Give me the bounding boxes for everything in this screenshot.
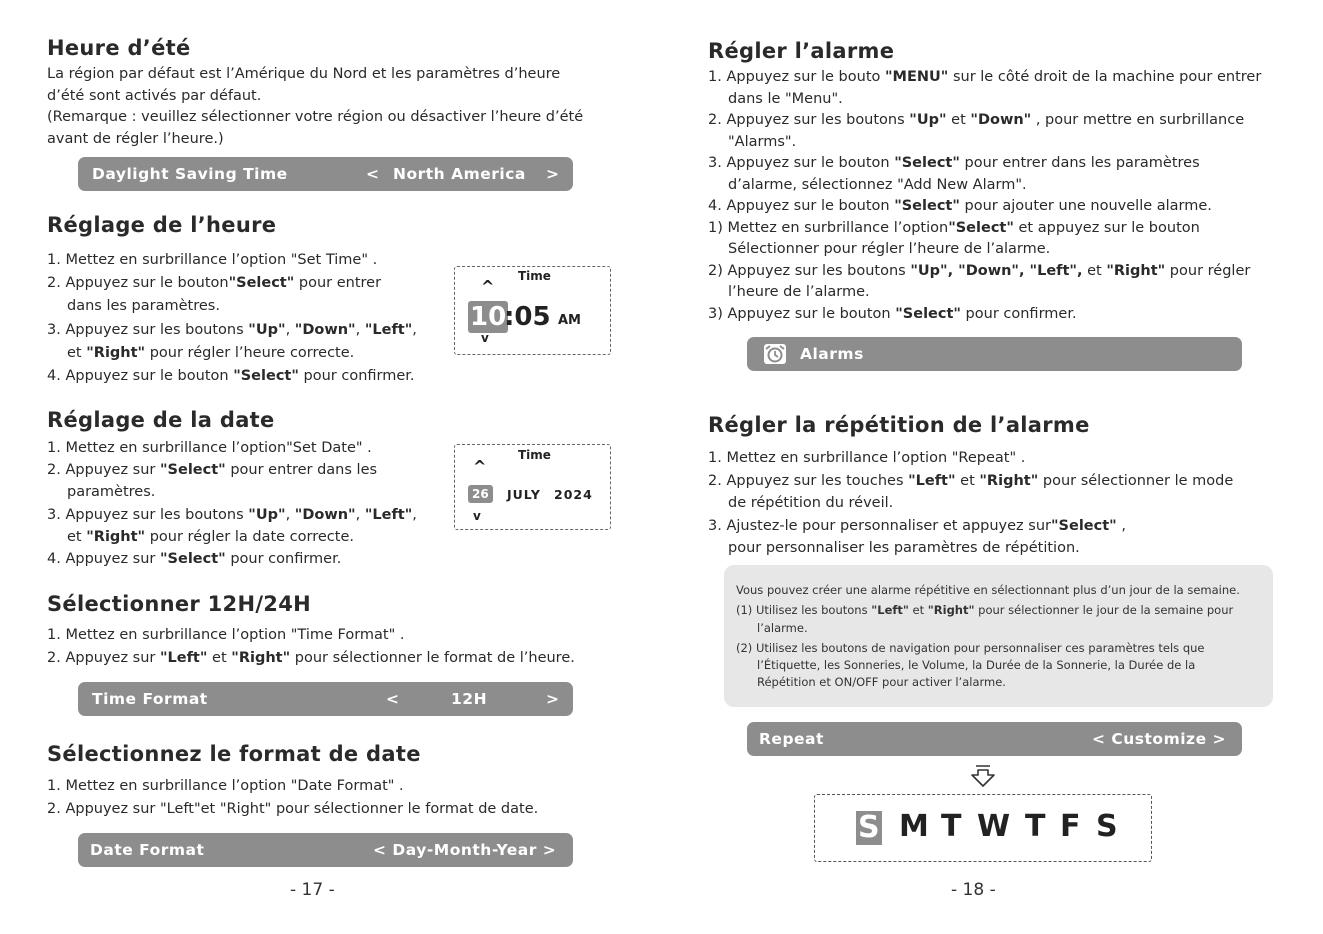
time-step: 2. Appuyez sur le bouton"Select" pour entrer: [47, 275, 382, 292]
date-day: 26: [468, 485, 493, 503]
time-format-value: 12H: [451, 690, 488, 708]
repeat-step: 3. Ajustez-le pour personnaliser et appuyez sur"Select" ,: [708, 517, 1126, 534]
down-arrow-icon: v: [473, 509, 481, 523]
down-arrow-icon: v: [481, 331, 489, 345]
date-step: et "Right" pour régler la date correcte.: [67, 528, 354, 545]
time-screen: [454, 266, 611, 355]
alarm-step: "Alarms".: [728, 133, 797, 150]
page-number-right: - 18 -: [951, 880, 996, 900]
alarms-bar-label: Alarms: [800, 345, 864, 363]
time-steps: [47, 249, 417, 388]
dateformat-step: 2. Appuyez sur "Left"et "Right" pour sélectionner le format de date.: [47, 801, 539, 817]
date-step: 1. Mettez en surbrillance l’option"Set Date" .: [47, 440, 372, 456]
weekday-monday: M: [899, 809, 929, 844]
down-arrow-icon: [970, 764, 996, 792]
repeat-bar-label: Repeat: [759, 730, 824, 748]
weekday-saturday: S: [1096, 809, 1118, 844]
repeat-bar-value: < Customize >: [1092, 730, 1226, 748]
time-title: Réglage de l’heure: [47, 213, 277, 237]
date-screen: [454, 444, 611, 530]
time-format-left-arrow: <: [386, 690, 400, 708]
date-steps: [47, 437, 417, 570]
date-title: Réglage de la date: [47, 408, 275, 432]
alarms-bar: [747, 337, 1242, 371]
up-arrow-icon: ^: [481, 277, 495, 296]
date-step: 3. Appuyez sur les boutons "Up", "Down", "Left",: [47, 506, 417, 523]
dateformat-title: Sélectionnez le format de date: [47, 742, 421, 766]
dst-bar-value: North America: [393, 165, 526, 183]
date-format-value: < Day-Month-Year >: [373, 841, 557, 859]
weekday-friday: F: [1060, 809, 1081, 844]
repeat-step: pour personnaliser les paramètres de répétition.: [728, 540, 1080, 556]
format12-title: Sélectionner 12H/24H: [47, 592, 311, 616]
dst-bar: [78, 157, 573, 191]
dst-paragraph: La région par défaut est l’Amérique du Nord et les paramètres d’heure d’été sont activés par défaut. (Remarque : veuillez sélectionner votre région ou désactiver l’heure d’été avant de régler l’heure.): [47, 66, 584, 147]
alarm-title: Régler l’alarme: [708, 39, 895, 63]
repeat-steps: [708, 447, 1233, 560]
weekday-thursday: T: [1025, 809, 1046, 844]
time-format-label: Time Format: [92, 690, 208, 708]
dateformat-steps: [47, 775, 538, 821]
date-step: 2. Appuyez sur "Select" pour entrer dans les: [47, 462, 378, 479]
repeat-bar: [747, 722, 1242, 756]
time-step: 4. Appuyez sur le bouton "Select" pour confirmer.: [47, 368, 415, 385]
alarm-step: 2) Appuyez sur les boutons "Up", "Down", "Left", et "Right" pour régler: [708, 262, 1251, 279]
weekday-tuesday: T: [941, 809, 962, 844]
alarm-step: Sélectionner pour régler l’heure de l’alarme.: [728, 241, 1051, 257]
time-step: dans les paramètres.: [67, 298, 220, 315]
alarm-step: 1. Appuyez sur le bouto "MENU" sur le côté droit de la machine pour entrer: [708, 69, 1262, 85]
alarm-step: 3) Appuyez sur le bouton "Select" pour confirmer.: [708, 305, 1077, 322]
alarm-step: 4. Appuyez sur le bouton "Select" pour ajouter une nouvelle alarme.: [708, 198, 1212, 214]
date-format-bar: [78, 833, 573, 867]
dateformat-step: 1. Mettez en surbrillance l’option "Date Format" .: [47, 778, 404, 794]
weekday-sunday-selected: S: [858, 810, 880, 845]
page-number-left: - 17 -: [290, 880, 335, 900]
date-step: 4. Appuyez sur "Select" pour confirmer.: [47, 551, 342, 568]
alarm-step: d’alarme, sélectionnez "Add New Alarm".: [728, 176, 1027, 193]
time-step: 1. Mettez en surbrillance l’option "Set Time" .: [47, 252, 378, 268]
weekday-selector: [814, 794, 1152, 862]
alarm-step: 3. Appuyez sur le bouton "Select" pour entrer dans les paramètres: [708, 155, 1200, 171]
time-format-right-arrow: >: [546, 690, 560, 708]
format12-steps: [47, 624, 575, 670]
dst-right-arrow: >: [546, 165, 560, 183]
date-screen-label: Time: [518, 448, 551, 462]
repeat-title: Régler la répétition de l’alarme: [708, 413, 1090, 437]
format12-step: 1. Mettez en surbrillance l’option "Time Format" .: [47, 627, 405, 643]
repeat-step: 1. Mettez en surbrillance l’option "Repeat" .: [708, 450, 1026, 466]
time-ampm: AM: [558, 313, 581, 328]
dst-left-arrow: <: [366, 165, 380, 183]
format12-step: 2. Appuyez sur "Left" et "Right" pour sélectionner le format de l’heure.: [47, 650, 575, 666]
up-arrow-icon: ^: [473, 457, 487, 476]
date-year: 2024: [554, 487, 593, 502]
alarm-clock-icon: [763, 343, 787, 365]
alarm-step: 2. Appuyez sur les boutons "Up" et "Down" , pour mettre en surbrillance: [708, 112, 1245, 128]
repeat-step: de répétition du réveil.: [728, 495, 894, 511]
weekday-wednesday: W: [977, 809, 1011, 844]
time-step: et "Right" pour régler l’heure correcte.: [67, 344, 355, 361]
time-step: 3. Appuyez sur les boutons "Up", "Down", "Left",: [47, 321, 417, 338]
alarm-step: 1) Mettez en surbrillance l’option"Select" et appuyez sur le bouton: [708, 219, 1200, 236]
alarm-step: l’heure de l’alarme.: [728, 284, 870, 300]
date-step: paramètres.: [67, 484, 156, 501]
time-screen-label: Time: [518, 269, 551, 283]
dst-bar-label: Daylight Saving Time: [92, 165, 288, 183]
alarm-step: dans le "Menu".: [728, 90, 843, 107]
time-format-bar: [78, 682, 573, 716]
dst-title: Heure d’été: [47, 36, 191, 60]
alarm-steps: [708, 67, 1261, 325]
time-hour: 10: [470, 302, 507, 332]
date-month: JULY: [507, 487, 541, 502]
repeat-step: 2. Appuyez sur les touches "Left" et "Right" pour sélectionner le mode: [708, 472, 1234, 489]
time-minutes: :05: [504, 302, 551, 332]
date-format-label: Date Format: [90, 841, 205, 859]
repeat-note: Vous pouvez créer une alarme répétitive en sélectionnant plus d’un jour de la semaine. (1) Utilisez les boutons "Left" et "Right" pour sélectionner le jour de la semaine pour l’alarme. (2) Utilisez les boutons de navigation pour personnaliser ces paramètres tels que l’Étiquette, les Sonneries, le Volume, la Durée de la Sonnerie, la Durée de la Répétition et ON/OFF pour activer l’alarme.: [724, 565, 1273, 707]
